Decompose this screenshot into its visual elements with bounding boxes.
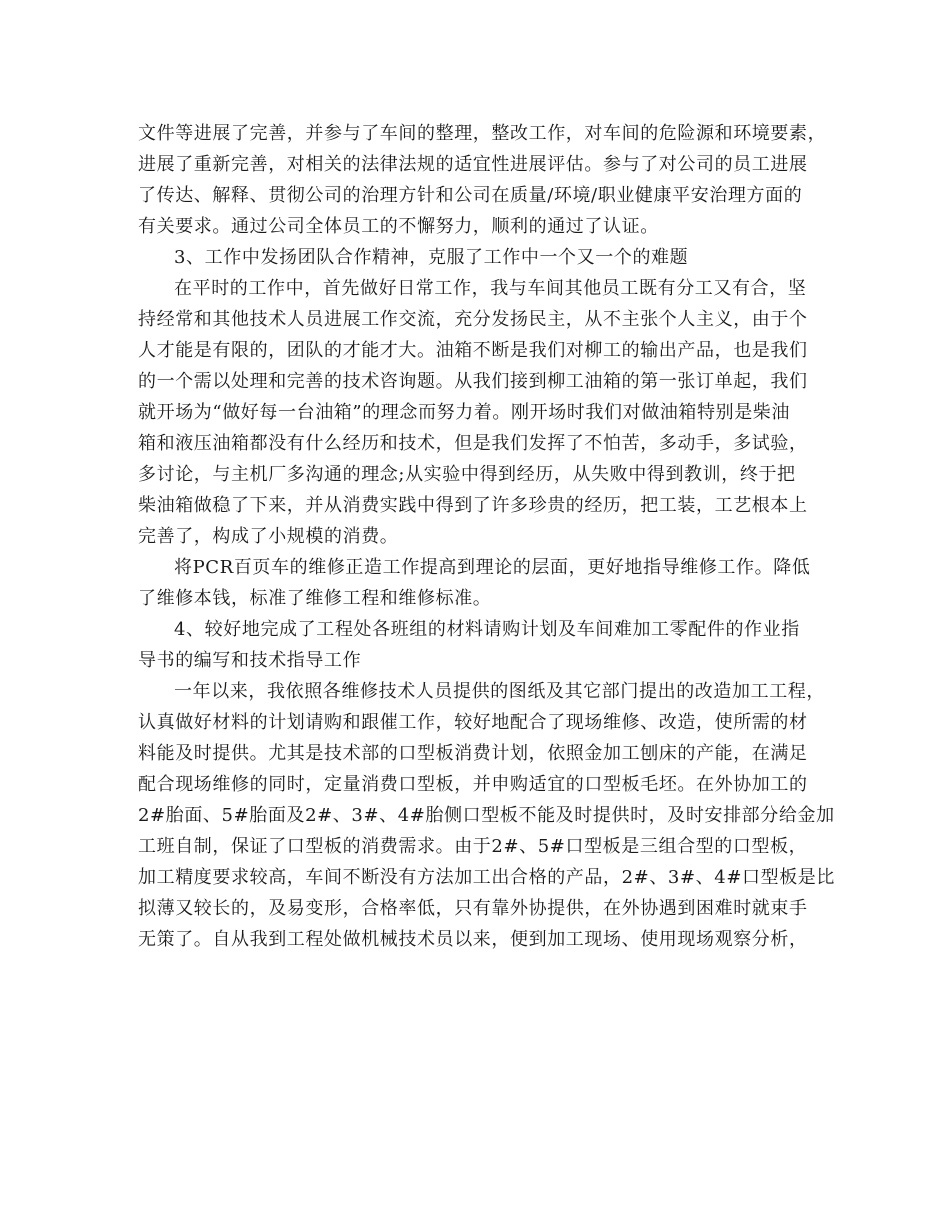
text-line: 的一个需以处理和完善的技术咨询题。从我们接到柳工油箱的第一张订单起，我们: [138, 371, 808, 392]
text-line: 进展了重新完善，对相关的法律法规的适宜性进展评估。参与了对公司的员工进展: [138, 154, 808, 175]
text-line: 箱和液压油箱都没有什么经历和技术，但是我们发挥了不怕苦，多动手，多试验，: [138, 433, 808, 454]
text-line: 2#胎面、5#胎面及2#、3#、4#胎侧口型板不能及时提供时，及时安排部分给金加: [138, 805, 835, 826]
section-heading: 3、工作中发扬团队合作精神，克服了工作中一个又一个的难题: [174, 247, 689, 268]
text-line: 就开场为“做好每一台油箱”的理念而努力着。刚开场时我们对做油箱特别是柴油: [138, 402, 791, 423]
text-line: 文件等进展了完善，并参与了车间的整理，整改工作，对车间的危险源和环境要素，: [138, 123, 827, 144]
document-body: [138, 118, 838, 955]
text-line: 加工精度要求较高，车间不断没有方法加工出合格的产品，2#、3#、4#口型板是比: [138, 867, 835, 888]
text-line: 一年以来，我依照各维修技术人员提供的图纸及其它部门提出的改造加工工程，: [174, 681, 825, 702]
text-line: 认真做好材料的计划请购和跟催工作，较好地配合了现场维修、改造，使所需的材: [138, 712, 808, 733]
text-line: 有关要求。通过公司全体员工的不懈努力，顺利的通过了认证。: [138, 216, 659, 237]
text-line: 了维修本钱，标准了维修工程和维修标准。: [138, 588, 492, 609]
text-line: 完善了，构成了小规模的消费。: [138, 526, 399, 547]
text-line: 了传达、解释、贯彻公司的治理方针和公司在质量/环境/职业健康平安治理方面的: [138, 185, 803, 206]
text-line: 配合现场维修的同时，定量消费口型板，并申购适宜的口型板毛坯。在外协加工的: [138, 774, 808, 795]
section-heading: 4、较好地完成了工程处各班组的材料请购计划及车间难加工零配件的作业指: [174, 619, 800, 640]
text-line: 多讨论，与主机厂多沟通的理念;从实验中得到经历，从失败中得到教训，终于把: [138, 464, 796, 485]
text-line: 工班自制，保证了口型板的消费需求。由于2#、5#口型板是三组合型的口型板，: [138, 836, 808, 857]
text-line: 将PCR百页车的维修正造工作提高到理论的层面，更好地指导维修工作。降低: [174, 557, 811, 578]
text-line: 人才能是有限的，团队的才能才大。油箱不断是我们对柳工的输出产品，也是我们: [138, 340, 808, 361]
text-line: 料能及时提供。尤其是技术部的口型板消费计划，依照金加工刨床的产能，在满足: [138, 743, 808, 764]
text-line: 无策了。自从我到工程处做机械技术员以来，便到加工现场、使用现场观察分析，: [138, 929, 808, 950]
section-heading-continued: 导书的编写和技术指导工作: [138, 650, 362, 671]
text-line: 在平时的工作中，首先做好日常工作，我与车间其他员工既有分工又有合，坚: [174, 278, 807, 299]
text-line: 拟薄又较长的，及易变形，合格率低，只有靠外协提供，在外协遇到困难时就束手: [138, 898, 808, 919]
text-line: 持经常和其他技术人员进展工作交流，充分发扬民主，从不主张个人主义，由于个: [138, 309, 808, 330]
text-line: 柴油箱做稳了下来，并从消费实践中得到了许多珍贵的经历，把工装，工艺根本上: [138, 495, 808, 516]
